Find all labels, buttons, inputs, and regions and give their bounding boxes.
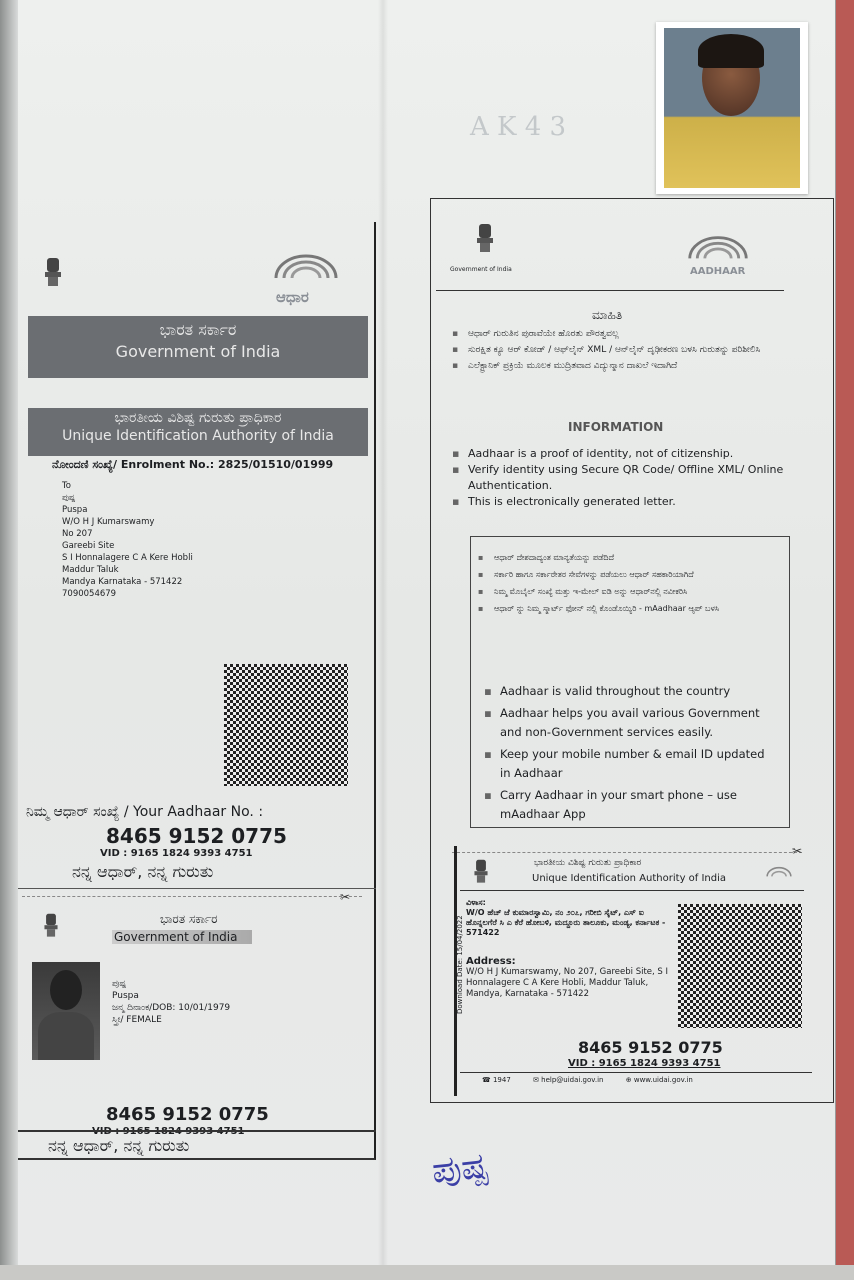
card-gender: ಸ್ತ್ರೀ/ FEMALE bbox=[112, 1015, 162, 1025]
signature: ಪುಷ್ಪ bbox=[429, 1145, 491, 1192]
emblem-icon bbox=[42, 256, 64, 290]
info-kn-item: ▪ ಸುರಕ್ಷಿತ ಕ್ಯೂ ಆರ್ ಕೋಡ್ / ಆಫ್‌ಲೈನ್ XML / ಆನ್‌ಲೈನ್ ದೃಢೀಕರಣ ಬಳಸಿ ಗುರುತನ್ನು ಪರಿಶೀಲಿಸಿ bbox=[452, 344, 772, 356]
aadhaar-logo-icon bbox=[764, 862, 794, 882]
address-kn-block bbox=[466, 898, 666, 938]
vid-number-card: VID : 9165 1824 9393 4751 bbox=[92, 1126, 245, 1137]
card-photo bbox=[32, 962, 100, 1060]
lower-gov-en: Government of India bbox=[114, 930, 238, 944]
info-en-item: ▪ Verify identity using Secure QR Code/ Offline XML/ Online Authentication. bbox=[452, 462, 792, 494]
vid-number: VID : 9165 1824 9393 4751 bbox=[100, 848, 253, 859]
footer-web: www.uidai.gov.in bbox=[633, 1076, 693, 1084]
aadhaar-number-right: 8465 9152 0775 bbox=[578, 1038, 723, 1057]
address-en: W/O H J Kumarswamy, No 207, Gareebi Site, S I Honnalagere C A Kere Hobli, Maddur Taluk, Mandya, Karnataka - 571422 bbox=[466, 967, 669, 999]
phone-icon: ☎ bbox=[482, 1076, 491, 1084]
enrolment-label-en: Enrolment No.: bbox=[120, 458, 215, 471]
address-line: Maddur Taluk bbox=[62, 565, 119, 575]
globe-icon: ⊕ bbox=[625, 1076, 632, 1084]
gov-band bbox=[28, 316, 368, 378]
your-aadhaar-label-en: / Your Aadhaar No. : bbox=[123, 804, 264, 820]
qr-code bbox=[224, 664, 348, 786]
address-line: No 207 bbox=[62, 529, 93, 539]
box-en-item: ▪ Carry Aadhaar in your smart phone – use mAadhaar App bbox=[484, 786, 774, 824]
footer-email: help@uidai.gov.in bbox=[541, 1076, 604, 1084]
divider bbox=[436, 290, 784, 291]
info-title: INFORMATION bbox=[568, 420, 664, 434]
enrolment-row bbox=[52, 458, 333, 472]
address-line: ಪುಷ್ಪ bbox=[62, 493, 76, 503]
scissors-icon: ✂ bbox=[340, 890, 351, 904]
box-kn-item: ▪ ನಿಮ್ಮ ಮೊಬೈಲ್ ಸಂಖ್ಯೆ ಮತ್ತು ಇ-ಮೇಲ್ ಐಡಿ ಅನ್ನು ಆಧಾರ್‌ನಲ್ಲಿ ನವೀಕರಿಸಿ bbox=[478, 586, 782, 597]
box-kn-item: ▪ ಆಧಾರ್ ದೇಶದಾದ್ಯಂತ ಮಾನ್ಯತೆಯನ್ನು ಪಡೆದಿದೆ bbox=[478, 552, 782, 563]
aadhaar-logo-word: ಆಧಾರ bbox=[276, 288, 309, 306]
box-en-item: ▪ Aadhaar is valid throughout the country bbox=[484, 682, 774, 701]
uidai-band-kn: ಭಾರತೀಯ ವಿಶಿಷ್ಟ ಗುರುತು ಪ್ರಾಧಿಕಾರ bbox=[114, 410, 282, 426]
info-kn-list bbox=[452, 328, 772, 372]
enrolment-number: 2825/01510/01999 bbox=[218, 458, 334, 471]
tagline-card: ನನ್ನ ಆಧಾರ್, ನನ್ನ ಗುರುತು bbox=[48, 1136, 190, 1155]
address-kn-label: ವಿಳಾಸ: bbox=[466, 898, 486, 907]
footer-phone: 1947 bbox=[492, 1076, 511, 1084]
address-en-block bbox=[466, 956, 672, 1000]
card-name-kn: ಪುಷ್ಪ bbox=[112, 979, 127, 989]
tagline: ನನ್ನ ಆಧಾರ್, ನನ್ನ ಗುರುತು bbox=[72, 862, 214, 881]
box-en-item: ▪ Keep your mobile number & email ID updated in Aadhaar bbox=[484, 745, 774, 783]
page-shadow bbox=[0, 0, 18, 1280]
address-line: 7090054679 bbox=[62, 589, 117, 599]
gov-band-en: Government of India bbox=[115, 342, 281, 361]
card-name-en: Puspa bbox=[112, 991, 139, 1001]
address-line: To bbox=[62, 481, 71, 491]
passport-photo bbox=[656, 22, 808, 194]
gov-band-kn: ಭಾರತ ಸರ್ಕಾರ bbox=[159, 320, 237, 339]
address-line: Gareebi Site bbox=[62, 541, 115, 551]
box-kn-item: ▪ ಆಧಾರ್ ನ್ನು ನಿಮ್ಮ ಸ್ಮಾರ್ಟ್ ಫೋನ್ ನಲ್ಲಿ ಕೊಂಡೊಯ್ಯಿರಿ - mAadhaar ಆ್ಯಪ್ ಬಳಸಿ bbox=[478, 603, 782, 614]
uidai-band-en: Unique Identification Authority of India bbox=[62, 428, 334, 444]
address-line: Puspa bbox=[62, 505, 88, 515]
card-details bbox=[112, 978, 230, 1026]
page-fold bbox=[378, 0, 388, 1265]
cut-line bbox=[22, 896, 362, 897]
qr-code bbox=[678, 904, 802, 1028]
download-date: Download Date: 15/04/2022 bbox=[456, 915, 464, 1014]
emblem-icon bbox=[42, 912, 60, 940]
info-kn-item: ▪ ಎಲೆಕ್ಟ್ರಾನಿಕ್ ಪ್ರಕ್ರಿಯೆ ಮೂಲಕ ಮುದ್ರಿತವಾದ ವಿದ್ಯುನ್ಮಾನ ದಾಖಲೆ ಇದಾಗಿದೆ bbox=[452, 360, 772, 372]
box-kn-list bbox=[478, 552, 782, 614]
emblem-icon bbox=[474, 222, 496, 256]
info-kn-title: ಮಾಹಿತಿ bbox=[592, 308, 623, 322]
lower-gov-kn: ಭಾರತ ಸರ್ಕಾರ bbox=[160, 912, 218, 926]
divider bbox=[18, 1130, 376, 1132]
your-aadhaar-label bbox=[26, 804, 263, 820]
emblem-icon bbox=[472, 858, 490, 886]
info-kn-item: ▪ ಆಧಾರ್ ಗುರುತಿನ ಪುರಾವೆಯೇ ಹೊರತು ಪೌರತ್ವವಲ್ಲ bbox=[452, 328, 772, 340]
mail-icon: ✉ bbox=[533, 1076, 539, 1084]
scissors-icon: ✂ bbox=[792, 844, 803, 858]
box-en-item: ▪ Aadhaar helps you avail various Government and non-Government services easily. bbox=[484, 704, 774, 742]
address-kn: W/O ಹೆಚ್ ಜೆ ಕುಮಾರಸ್ವಾಮಿ, ನಂ ೨೦೭, ಗರೀಬಿ ಸೈಟ್, ಎಸ್ ಐ ಹೊನ್ನಲಗೆರೆ ಸಿ ಎ ಕೆರೆ ಹೋಬಳಿ, ಮದ್ದೂರು ತಾಲೂಕು, ಮಂಡ್ಯ, ಕರ್ನಾಟಕ - 571422 bbox=[466, 908, 666, 937]
aadhaar-number-card: 8465 9152 0775 bbox=[106, 1104, 269, 1125]
page-bottom-edge bbox=[0, 1265, 854, 1280]
lower-uidai-en: Unique Identification Authority of India bbox=[532, 873, 727, 884]
your-aadhaar-label-kn: ನಿಮ್ಮ ಆಧಾರ್ ಸಂಖ್ಯೆ bbox=[26, 804, 120, 820]
faint-handwriting: A K 4 3 bbox=[470, 112, 567, 142]
aadhaar-number: 8465 9152 0775 bbox=[106, 824, 287, 848]
aadhaar-logo-icon bbox=[268, 252, 344, 286]
aadhaar-logo-word: AADHAAR bbox=[690, 266, 746, 277]
box-en-list bbox=[484, 682, 774, 824]
address-line: W/O H J Kumarswamy bbox=[62, 517, 155, 527]
divider bbox=[18, 888, 376, 889]
recipient-address bbox=[62, 480, 193, 600]
divider bbox=[460, 1072, 812, 1073]
info-en-item: ▪ Aadhaar is a proof of identity, not of citizenship. bbox=[452, 446, 792, 462]
lower-uidai-kn: ಭಾರತೀಯ ವಿಶಿಷ್ಟ ಗುರುತು ಪ್ರಾಧಿಕಾರ bbox=[534, 858, 642, 868]
divider bbox=[460, 890, 804, 891]
address-label: Address: bbox=[466, 956, 516, 967]
card-dob: ಜನ್ಮ ದಿನಾಂಕ/DOB: 10/01/1979 bbox=[112, 1003, 231, 1013]
enrolment-label-kn: ನೋಂದಣಿ ಸಂಖ್ಯೆ/ bbox=[52, 458, 118, 471]
aadhaar-logo-icon bbox=[682, 232, 754, 264]
info-en-item: ▪ This is electronically generated letter. bbox=[452, 494, 792, 510]
address-line: S I Honnalagere C A Kere Hobli bbox=[62, 553, 193, 563]
emblem-caption: Government of India bbox=[450, 266, 512, 273]
footer-row bbox=[482, 1076, 693, 1084]
info-en-list bbox=[452, 446, 792, 510]
uidai-band bbox=[28, 408, 368, 456]
address-line: Mandya Karnataka - 571422 bbox=[62, 577, 183, 587]
vid-number-right: VID : 9165 1824 9393 4751 bbox=[568, 1058, 721, 1069]
cut-line bbox=[452, 852, 802, 853]
box-kn-item: ▪ ಸರ್ಕಾರಿ ಹಾಗೂ ಸರ್ಕಾರೇತರ ಸೇವೆಗಳನ್ನು ಪಡೆಯಲು ಆಧಾರ್ ಸಹಕಾರಿಯಾಗಿದೆ bbox=[478, 569, 782, 580]
